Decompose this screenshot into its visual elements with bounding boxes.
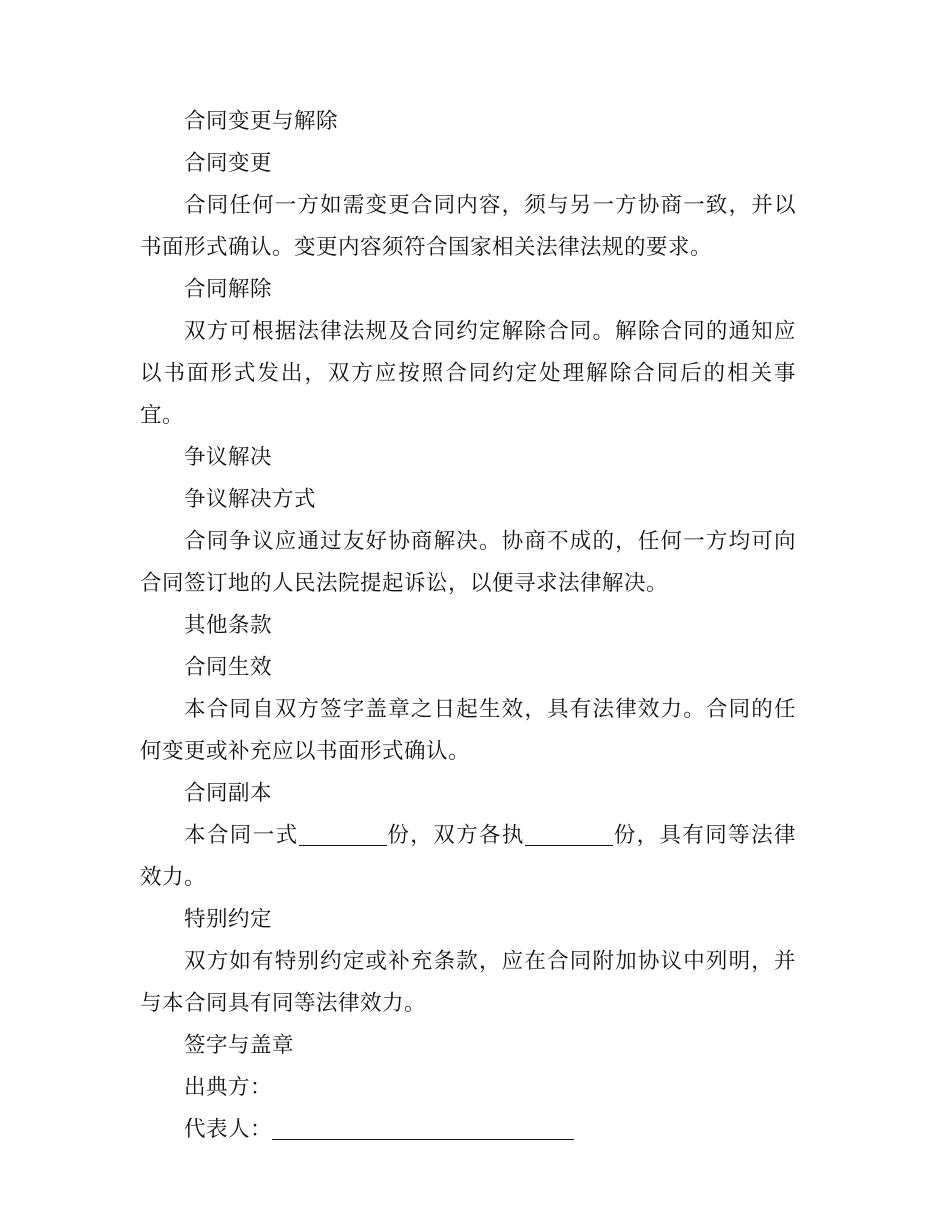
- representative-line: [140, 1109, 796, 1151]
- subheading-change: 合同变更: [184, 151, 273, 176]
- paragraph-dispute: 合同争议应通过友好协商解决。协商不成的，任何一方均可向合同签订地的人民法院提起诉讼，以便寻求法律解决。: [140, 529, 796, 596]
- paragraph-special: 双方如有特别约定或补充条款，应在合同附加协议中列明，并与本合同具有同等法律效力。: [140, 949, 796, 1016]
- section-heading-signature: 签字与盖章: [184, 1033, 295, 1058]
- section-heading-change-termination: 合同变更与解除: [184, 109, 339, 134]
- subheading-effect: 合同生效: [184, 655, 273, 680]
- pledgor-line: [140, 1067, 796, 1109]
- paragraph-effect: 本合同自双方签字盖章之日起生效，具有法律效力。合同的任何变更或补充应以书面形式确认。: [140, 697, 796, 764]
- document-page: [140, 101, 796, 1151]
- representative-blank[interactable]: [272, 1113, 574, 1140]
- subheading-copies: 合同副本: [184, 781, 273, 806]
- section-heading-dispute: 争议解决: [184, 445, 273, 470]
- subheading-special: 特别约定: [184, 907, 273, 932]
- copies-text-part-2: 份，双方各执: [386, 823, 525, 848]
- copies-each-blank[interactable]: [525, 819, 613, 846]
- subheading-dispute-method: 争议解决方式: [184, 487, 317, 512]
- copies-total-blank[interactable]: [299, 819, 387, 846]
- paragraph-termination: 双方可根据法律法规及合同约定解除合同。解除合同的通知应以书面形式发出，双方应按照合同约定处理解除合同后的相关事宜。: [140, 319, 796, 428]
- copies-text-part-1: 本合同一式: [184, 823, 299, 848]
- paragraph-copies: [140, 815, 796, 899]
- section-heading-other: 其他条款: [184, 613, 273, 638]
- pledgor-label: 出典方：: [184, 1075, 273, 1100]
- subheading-termination: 合同解除: [184, 277, 273, 302]
- representative-label: 代表人：: [184, 1117, 273, 1142]
- copies-text-part-3: 份，具有同等法律效力。: [140, 823, 796, 890]
- paragraph-change: 合同任何一方如需变更合同内容，须与另一方协商一致，并以书面形式确认。变更内容须符合国家相关法律法规的要求。: [140, 193, 796, 260]
